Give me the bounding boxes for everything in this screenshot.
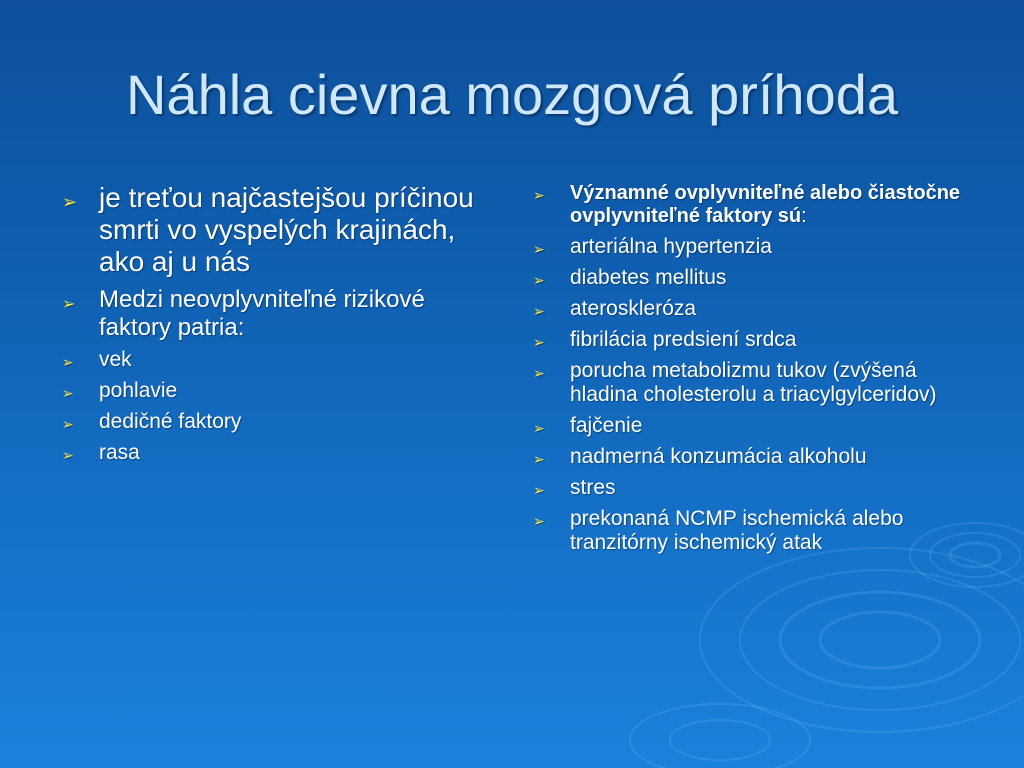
right-bullet-list: [533, 182, 973, 562]
list-item-text: Medzi neovplyvniteľné rizikové faktory patria:: [99, 286, 425, 341]
arrow-bullet-icon: ➢: [533, 273, 545, 289]
arrow-bullet-icon: ➢: [62, 355, 74, 371]
list-item-text: rasa: [99, 441, 140, 464]
arrow-bullet-icon: ➢: [533, 304, 545, 320]
arrow-bullet-icon: ➢: [533, 366, 545, 382]
heading-suffix: :: [801, 205, 807, 227]
arrow-bullet-icon: ➢: [533, 452, 545, 468]
list-item: [62, 286, 492, 342]
list-item: [533, 507, 973, 555]
list-item-text: dedičné faktory: [99, 410, 242, 433]
list-item: [62, 441, 492, 465]
list-item-text: diabetes mellitus: [570, 266, 727, 289]
arrow-bullet-icon: ➢: [533, 483, 545, 499]
arrow-bullet-icon: ➢: [62, 386, 74, 402]
list-item-text: pohlavie: [99, 379, 178, 402]
list-item: [62, 348, 492, 372]
list-item-text: arteriálna hypertenzia: [570, 235, 772, 258]
heading-bold-text: Významné ovplyvniteľné alebo čiastočne ovplyvniteľné faktory sú: [570, 182, 961, 227]
list-item-text: fajčenie: [570, 414, 643, 437]
arrow-bullet-icon: ➢: [62, 192, 78, 213]
arrow-bullet-icon: ➢: [533, 188, 545, 204]
arrow-bullet-icon: ➢: [533, 421, 545, 437]
list-item: [533, 476, 973, 500]
list-item-text: stres: [570, 476, 616, 499]
list-item: [533, 328, 973, 352]
list-item: [533, 445, 973, 469]
arrow-bullet-icon: ➢: [533, 514, 545, 530]
list-item-text: vek: [99, 348, 132, 371]
arrow-bullet-icon: ➢: [62, 417, 74, 433]
list-item-text: je treťou najčastejšou príčinou smrti vo vyspelých krajinách, ako aj u nás: [99, 182, 474, 277]
list-item: [533, 235, 973, 259]
list-item-text: fibrilácia predsiení srdca: [570, 328, 797, 351]
list-item: [533, 297, 973, 321]
arrow-bullet-icon: ➢: [62, 448, 74, 464]
list-item: [533, 266, 973, 290]
list-item: [62, 410, 492, 434]
list-item-text: prekonaná NCMP ischemická alebo tranzitórny ischemický atak: [570, 507, 904, 554]
list-item-text: porucha metabolizmu tukov (zvýšená hladina cholesterolu a triacylgylceridov): [570, 359, 937, 406]
left-bullet-list: [62, 182, 492, 472]
arrow-bullet-icon: ➢: [62, 294, 76, 313]
list-item: [62, 379, 492, 403]
arrow-bullet-icon: ➢: [533, 335, 545, 351]
list-item: [533, 414, 973, 438]
list-item: [62, 182, 492, 278]
arrow-bullet-icon: ➢: [533, 242, 545, 258]
list-item-text: nadmerná konzumácia alkoholu: [570, 445, 867, 468]
list-item: [533, 359, 973, 407]
list-item-heading: [533, 182, 973, 228]
list-item-text: ateroskleróza: [570, 297, 697, 320]
slide-title: Náhla cievna mozgová príhoda: [125, 63, 899, 126]
